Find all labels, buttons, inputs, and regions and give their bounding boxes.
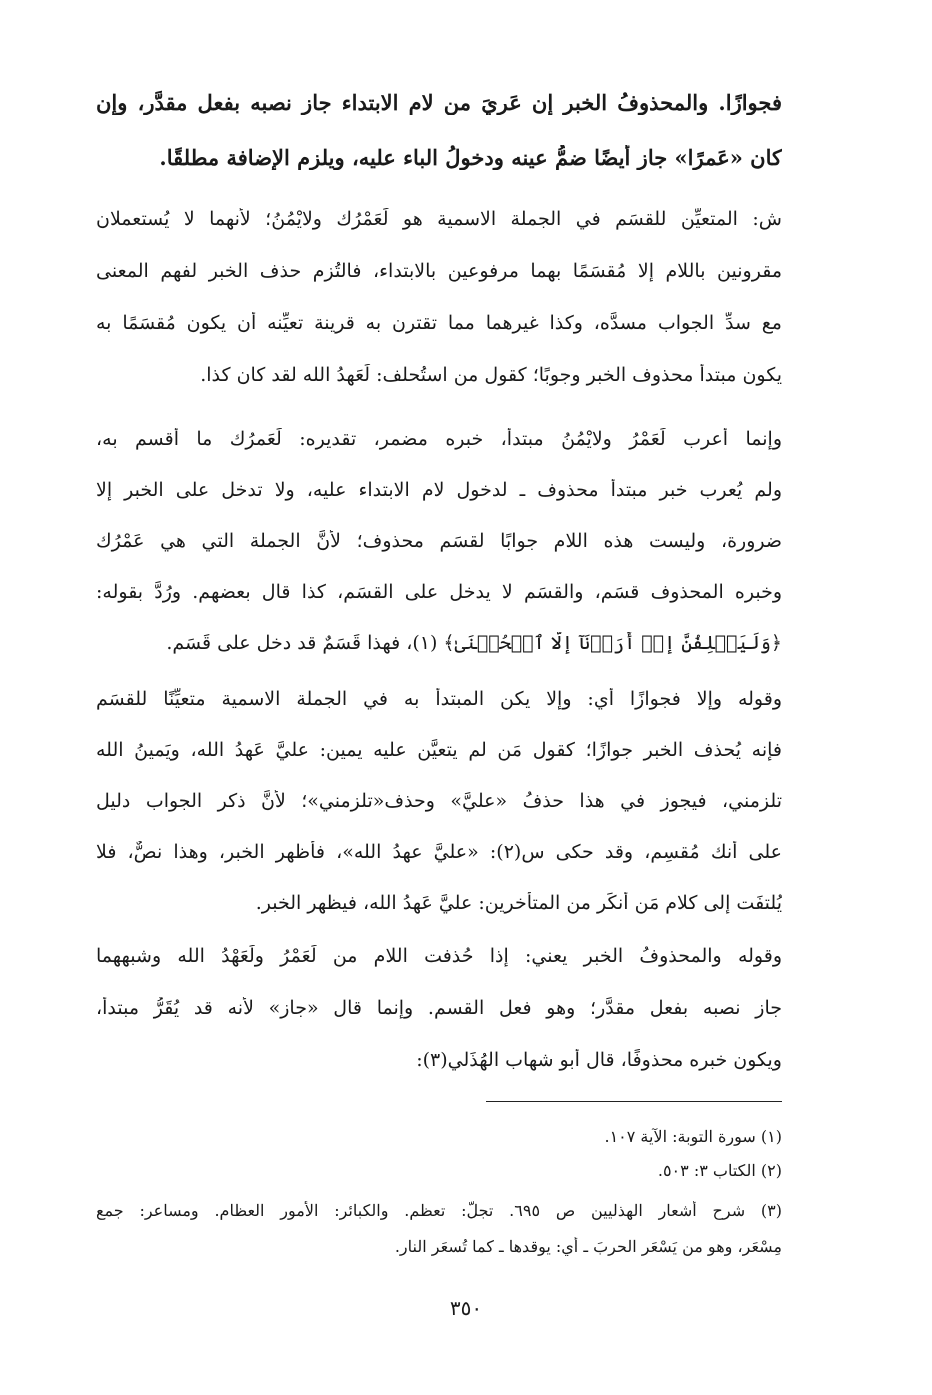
- paragraph-line: وإنما أُعرب لَعَمْرُ ولايْمُنُ مبتدأ، خبره مضمر، تقديره: لَعَمرُك ما أُقسم به،: [96, 428, 782, 450]
- matn-line: كان «عَمرًا» جاز أيضًا ضمُّ عينه ودخولُ الباء عليه، ويلزم الإضافة مطلقًا.: [159, 145, 782, 170]
- footnote-3: (٣) شرح أشعار الهذليين ص ٦٩٥. تجلَّ: تعظم. والكبائر: الأمور العظام. ومساعر: جمع: [96, 1201, 782, 1220]
- paragraph-line: ش: المتعيِّن للقسَم في الجملة الاسمية هو لَعَمْرُك ولايْمُنُ؛ لأَنهما لا يُستعملان: [96, 208, 782, 230]
- paragraph-line: ولم يُعرب خبر مبتدأ محذوف ـ لدخول لام الابتداء عليه، ولا تدخل على الخبر إلا: [96, 479, 782, 501]
- paragraph-line: ويكون خبره محذوفًا، قال أبو شهاب الهُذَلي(٣):: [416, 1049, 782, 1071]
- paragraph-line: جاز نصبه بفعل مقدَّر؛ وهو فعل القسم. وإنما قال «جاز» لأنه قد يُقَرُّ مبتدأ،: [96, 997, 782, 1019]
- footnote-2: (٢) الكتاب ٣: ٥٠٣.: [657, 1161, 782, 1180]
- paragraph-line: على أنك مُقسِم، وقد حكى س(٢): «عليَّ عهدُ الله»، فأظهر الخبر، وهذا نصٌّ، فلا: [96, 841, 782, 863]
- quran-verse-line: ﴿وَلَيَحۡلِفُنَّ إِنۡ أَرَدۡنَآ إِلَّا ٱلۡحُسۡنَىٰ﴾ (١)، فهذا قَسَمٌ قد دخل على قَسَم.: [166, 632, 782, 654]
- paragraph-line: ضرورة، وليست هذه اللام جوابًا لقسَم محذوف؛ لأنَّ الجملة التي هي عَمْرُك: [96, 530, 782, 552]
- paragraph-line: يُلتفَت إلى كلامِ مَن أنكَر من المتأخرين: عليَّ عَهدُ الله، فيظهر الخبر.: [255, 892, 782, 914]
- paragraph-line: يكون مبتدأ محذوف الخبر وجوبًا؛ كقول من استُحلف: لَعَهدُ الله لقد كان كذا.: [200, 364, 782, 386]
- footnote-1: (١) سورة التوبة: الآية ١٠٧.: [604, 1127, 782, 1146]
- matn-line: فجوازًا. والمحذوفُ الخبرِ إن عَرِيَ من لام الابتداء جاز نصبه بفعل مقدَّر، وإن: [96, 90, 782, 115]
- footnote-3-continuation: مِسْعَر، وهو من يَسْعَر الحربَ ـ أي: يوقدها ـ كما تُسعَر النار.: [394, 1237, 782, 1256]
- paragraph-line: وقوله والمحذوفُ الخبرِ يعني: إذا حُذفت اللام من لَعَمْرُ ولَعَهْدُ الله وشبههما: [96, 945, 782, 967]
- paragraph-line: تلزمني، فيجوز في هذا حذفُ «عليَّ» وحذف«تلزمني»؛ لأنَّ ذكر الجواب دليل: [96, 790, 782, 812]
- paragraph-line: مقرونين باللام إلا مُقسَمًا بهما مرفوعين بالابتداء، فالتُزم حذف الخبر لفهم المعنى: [96, 260, 782, 282]
- paragraph-line: فإنه يُحذف الخبر جوازًا؛ كقول مَن لم يتعيَّن عليه يمين: عليَّ عَهدُ الله، ويَمينُ الله: [96, 739, 782, 761]
- footnote-divider: [486, 1101, 782, 1102]
- paragraph-line: مع سدِّ الجواب مسدَّه، وكذا غيرهما مما تقترن به قرينة تعيِّنه أن يكون مُقسَمًا به: [96, 312, 782, 334]
- paragraph-line: وقوله وإلا فجوازًا أي: وإلا يكن المبتدأ به في الجملة الاسمية متعيِّنًا للقسَم: [96, 688, 782, 710]
- page-number: ٣٥٠: [449, 1296, 483, 1320]
- paragraph-line: وخبره المحذوف قسَم، والقسَم لا يدخل على القسَم، كذا قال بعضهم. ورُدَّ بقوله:: [96, 581, 782, 603]
